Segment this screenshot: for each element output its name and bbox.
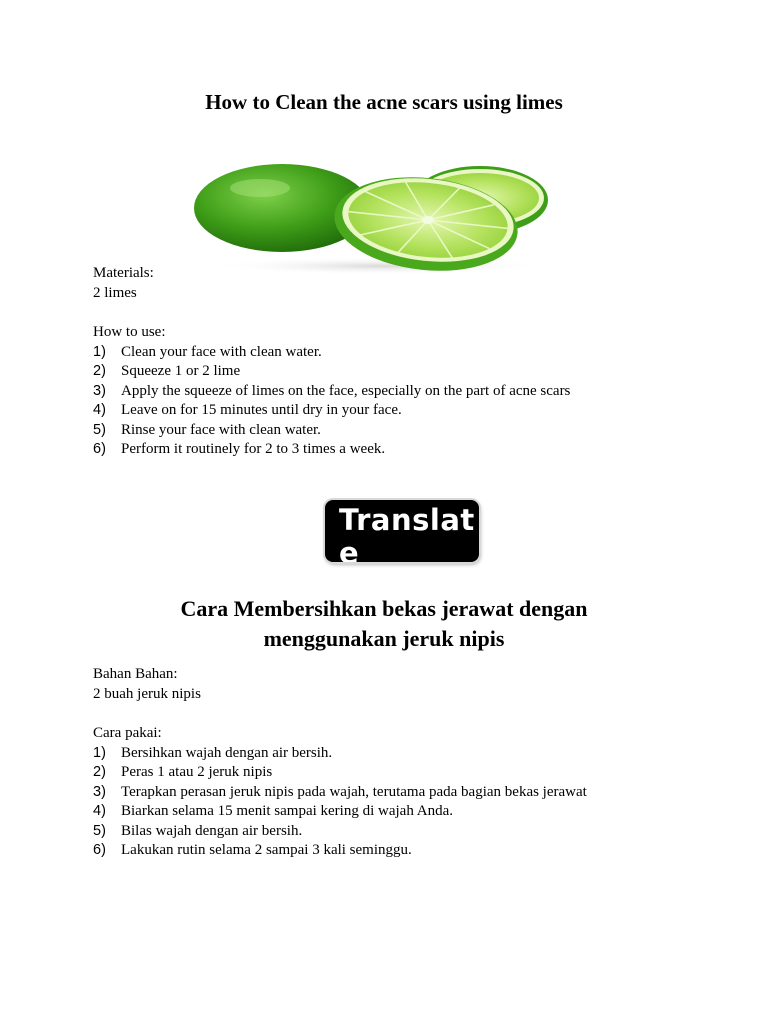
step-number: 4) (93, 803, 106, 819)
step-text: Leave on for 15 minutes until dry in your face. (121, 402, 402, 418)
step-text: Perform it routinely for 2 to 3 times a week. (121, 441, 386, 457)
step-number: 6) (93, 441, 106, 457)
english-steps-list (93, 343, 677, 460)
list-item (93, 841, 675, 861)
translate-button-label: Translate (339, 503, 475, 562)
limes-photo-icon (190, 158, 560, 276)
list-item (93, 822, 675, 842)
step-number: 4) (93, 402, 106, 418)
step-number: 5) (93, 421, 106, 438)
materials-item: 2 limes (93, 284, 137, 301)
list-item (93, 343, 677, 363)
step-text: Terapkan perasan jeruk nipis pada wajah, terutama pada bagian bekas jerawat (121, 783, 587, 800)
step-text: Peras 1 atau 2 jeruk nipis (121, 764, 273, 780)
materials-heading: Materials: (93, 265, 154, 281)
materials-item: 2 buah jeruk nipis (93, 685, 201, 702)
step-text: Biarkan selama 15 menit sampai kering di wajah Anda. (121, 803, 453, 819)
step-text: Bilas wajah dengan air bersih. (121, 822, 303, 839)
materials-heading: Bahan Bahan: (93, 666, 178, 682)
indonesian-title (0, 594, 768, 654)
howto-heading: How to use: (93, 324, 166, 340)
step-text: Bersihkan wajah dengan air bersih. (121, 744, 333, 761)
list-item (93, 783, 675, 803)
step-number: 2) (93, 363, 106, 379)
step-number: 3) (93, 382, 106, 399)
list-item (93, 440, 677, 460)
list-item (93, 421, 677, 441)
list-item (93, 763, 675, 783)
english-howto (93, 323, 677, 460)
step-number: 3) (93, 783, 106, 800)
step-number: 1) (93, 744, 106, 761)
step-text: Rinse your face with clean water. (121, 421, 321, 438)
step-text: Squeeze 1 or 2 lime (121, 363, 241, 379)
english-materials (93, 264, 677, 303)
list-item (93, 362, 677, 382)
indonesian-steps-list (93, 744, 675, 861)
step-text: Apply the squeeze of limes on the face, especially on the part of acne scars (121, 382, 571, 399)
limes-image (190, 158, 560, 276)
step-number: 1) (93, 343, 106, 360)
indonesian-materials (93, 665, 677, 704)
step-number: 6) (93, 842, 106, 858)
step-text: Lakukan rutin selama 2 sampai 3 kali seminggu. (121, 842, 412, 858)
indonesian-title-line1: Cara Membersihkan bekas jerawat dengan (180, 596, 588, 621)
step-number: 2) (93, 764, 106, 780)
indonesian-howto (93, 724, 675, 861)
indonesian-title-line2: menggunakan jeruk nipis (263, 626, 505, 651)
list-item (93, 401, 677, 421)
list-item (93, 802, 675, 822)
english-title: How to Clean the acne scars using limes (205, 90, 563, 114)
howto-heading: Cara pakai: (93, 725, 162, 741)
list-item (93, 382, 677, 402)
translate-button[interactable] (325, 500, 479, 562)
list-item (93, 744, 675, 764)
step-number: 5) (93, 822, 106, 839)
step-text: Clean your face with clean water. (121, 343, 322, 360)
